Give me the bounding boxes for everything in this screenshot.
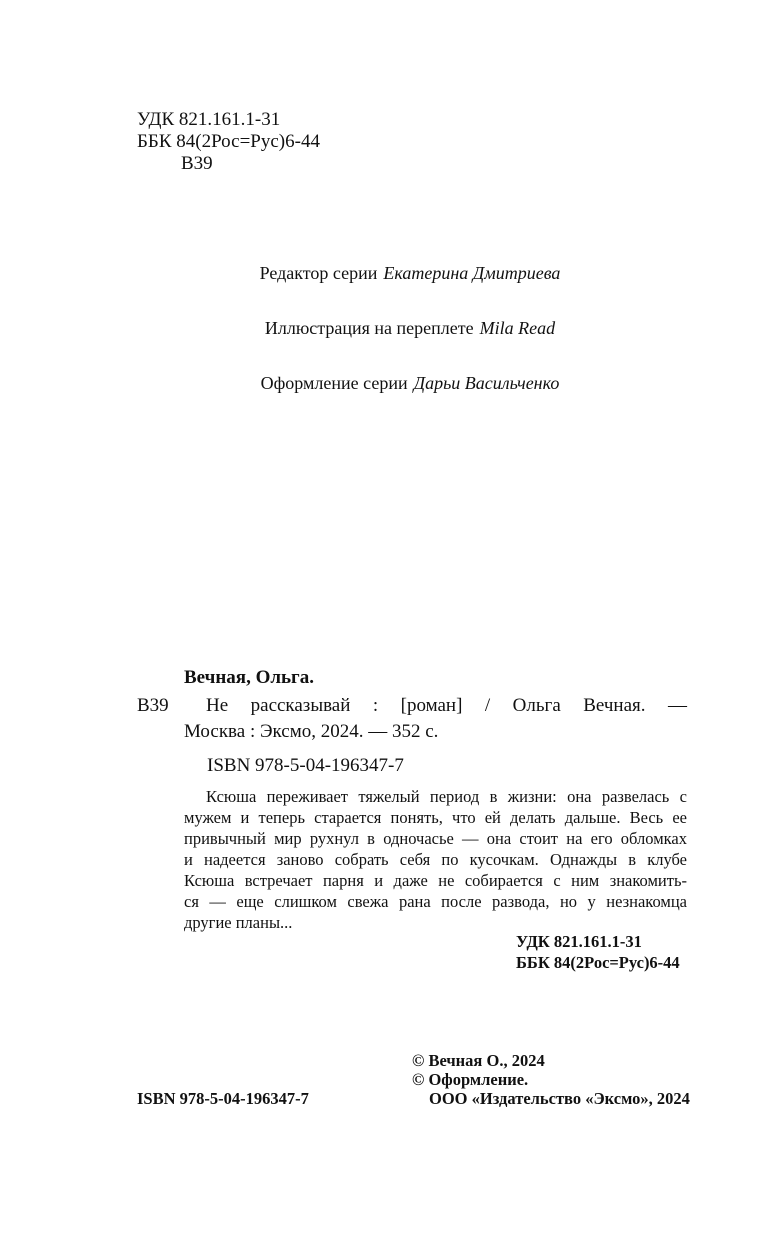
annotation-line: Ксюша переживает тяжелый период в жизни: она развелась с	[206, 787, 687, 806]
author-sign: В39	[137, 695, 169, 716]
credit-cover-illustration	[0, 318, 768, 339]
credit-series-design	[0, 373, 768, 394]
credit-series-editor	[0, 263, 768, 284]
credit-name: Екатерина Дмитриева	[383, 263, 561, 283]
credit-name: Дарьи Васильченко	[413, 373, 560, 393]
isbn-record: ISBN 978-5-04-196347-7	[207, 755, 404, 776]
copyright-design: © Оформление.	[412, 1070, 529, 1089]
bib-publication-line: Москва : Эксмо, 2024. — 352 с.	[184, 721, 439, 742]
copyright-publisher: ООО «Издательство «Эксмо», 2024	[429, 1089, 690, 1108]
credit-role: Редактор серии	[259, 263, 378, 283]
author-heading: Вечная, Ольга.	[184, 667, 314, 688]
annotation-line: и надеется заново собрать себя по кусочкам. Однажды в клубе	[184, 850, 687, 869]
credit-name: Mila Read	[479, 318, 556, 338]
annotation-line: мужем и теперь старается понять, что ей делать дальше. Весь ее	[184, 808, 687, 827]
annotation-line: ся — еще слишком свежа рана после развода, но у незнакомца	[184, 892, 687, 911]
bbk-code-bottom: ББК 84(2Рос=Рус)6-44	[516, 953, 680, 972]
annotation-line: другие планы...	[184, 913, 293, 932]
credit-role: Оформление серии	[260, 373, 408, 393]
udk-code-top: УДК 821.161.1-31	[137, 109, 281, 130]
bbk-code-top: ББК 84(2Рос=Рус)6-44	[137, 131, 320, 152]
copyright-author: © Вечная О., 2024	[412, 1051, 545, 1070]
bib-title-line: Не рассказывай : [роман] / Ольга Вечная. —	[206, 695, 687, 716]
annotation-line: привычный мир рухнул в одночасье — она стоит на его обломках	[184, 829, 687, 848]
isbn-footer: ISBN 978-5-04-196347-7	[137, 1089, 309, 1108]
annotation-line: Ксюша встречает парня и даже не собирается с ним знакомить-	[184, 871, 687, 890]
credit-role: Иллюстрация на переплете	[264, 318, 474, 338]
author-sign-top: В39	[181, 153, 213, 174]
udk-code-bottom: УДК 821.161.1-31	[516, 932, 642, 951]
